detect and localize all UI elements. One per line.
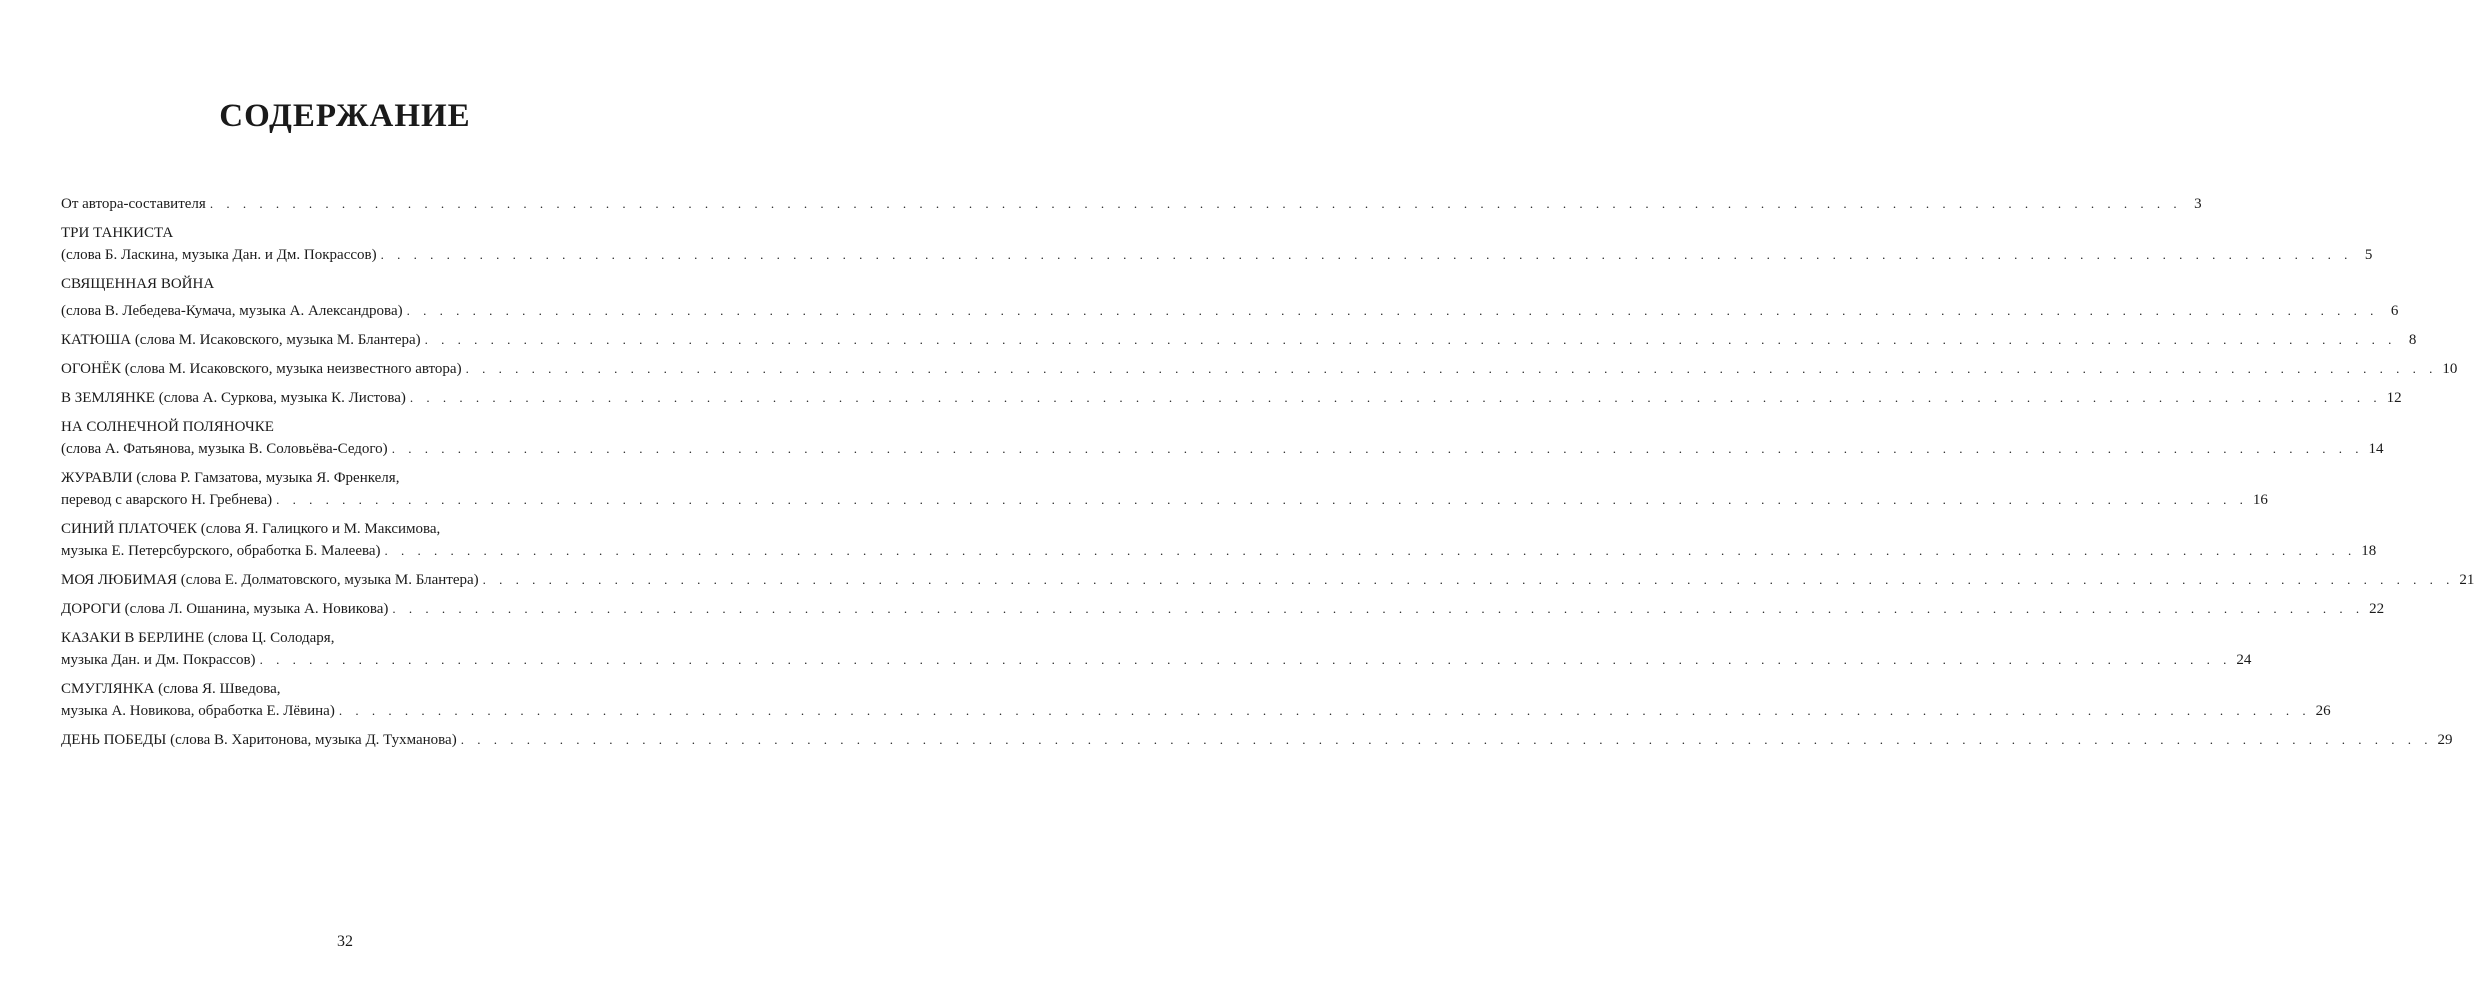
dot-leader: . . . . . . . . . . . . . . . . . . . . . . . . . . . . . . . . . . . . . . . . . . . . . . . . . . . . . . . . . . . . . . . . . . . . . . . . . . . . . . . . . . . . . . . . . . . . . . . . . . . . . . . . . . . . . . . . . . . . . . . . — [460, 732, 2433, 747]
toc-entry-text: ДОРОГИ (слова Л. Ошанина, музыка А. Новикова) — [61, 601, 389, 617]
toc-entry-line: СМУГЛЯНКА (слова Я. Шведова, — [61, 681, 281, 697]
toc-page-number: 26 — [2315, 703, 2331, 719]
toc-entry-text: От автора-составителя — [61, 196, 206, 212]
toc-entry — [61, 678, 2331, 722]
toc-entry-leader-line — [61, 438, 2384, 460]
dot-leader: . . . . . . . . . . . . . . . . . . . . . . . . . . . . . . . . . . . . . . . . . . . . . . . . . . . . . . . . . . . . . . . . . . . . . . . . . . . . . . . . . . . . . . . . . . . . . . . . . . . . . . . . . . . . . . . . . . . . . . . . — [209, 196, 2182, 211]
toc-page-number: 24 — [2236, 652, 2252, 668]
toc-page-number: 21 — [2459, 572, 2474, 588]
toc-page-number: 18 — [2361, 543, 2377, 559]
toc-page-number: 22 — [2369, 601, 2385, 617]
toc-entry-leader-line — [61, 387, 2402, 409]
toc-entry — [61, 273, 2399, 322]
toc-entry-line: СИНИЙ ПЛАТОЧЕК (слова Я. Галицкого и М. Максимова, — [61, 521, 441, 537]
toc-entry-text: В ЗЕМЛЯНКЕ (слова А. Суркова, музыка К. Листова) — [61, 390, 406, 406]
dot-leader: . . . . . . . . . . . . . . . . . . . . . . . . . . . . . . . . . . . . . . . . . . . . . . . . . . . . . . . . . . . . . . . . . . . . . . . . . . . . . . . . . . . . . . . . . . . . . . . . . . . . . . . . . . . . . . . . . . . . . . . . — [384, 543, 2357, 558]
dot-leader: . . . . . . . . . . . . . . . . . . . . . . . . . . . . . . . . . . . . . . . . . . . . . . . . . . . . . . . . . . . . . . . . . . . . . . . . . . . . . . . . . . . . . . . . . . . . . . . . . . . . . . . . . . . . . . . . . . . . . . . . — [465, 361, 2438, 376]
toc-entry — [61, 358, 2458, 380]
toc-entry — [61, 598, 2385, 620]
toc-entry-leader-line — [61, 193, 2202, 215]
toc-entry-text: ДЕНЬ ПОБЕДЫ (слова В. Харитонова, музыка Д. Тухманова) — [61, 732, 457, 748]
toc-entry — [61, 518, 2377, 562]
toc-entry-leader-line — [61, 700, 2331, 722]
toc-entry-leader-line — [61, 540, 2377, 562]
toc-entry-leader-line — [61, 244, 2373, 266]
toc-entry — [61, 387, 2402, 409]
toc-entry-text: КАТЮША (слова М. Исаковского, музыка М. Блантера) — [61, 332, 421, 348]
dot-leader: . . . . . . . . . . . . . . . . . . . . . . . . . . . . . . . . . . . . . . . . . . . . . . . . . . . . . . . . . . . . . . . . . . . . . . . . . . . . . . . . . . . . . . . . . . . . . . . . . . . . . . . . . . . . . . . . . . . . . . . . — [406, 303, 2379, 318]
toc-entry-text: музыка Е. Петерсбурского, обработка Б. Малеева) — [61, 543, 381, 559]
table-of-contents — [61, 193, 2474, 758]
toc-entry — [61, 329, 2417, 351]
dot-leader: . . . . . . . . . . . . . . . . . . . . . . . . . . . . . . . . . . . . . . . . . . . . . . . . . . . . . . . . . . . . . . . . . . . . . . . . . . . . . . . . . . . . . . . . . . . . . . . . . . . . . . . . . . . . . . . . . . . . . . . . — [380, 247, 2353, 262]
toc-entry-leader-line — [61, 329, 2417, 351]
toc-entry-text: ОГОНЁК (слова М. Исаковского, музыка неизвестного автора) — [61, 361, 462, 377]
toc-entry-leader-line — [61, 489, 2268, 511]
toc-entry-text: (слова А. Фатьянова, музыка В. Соловьёва-Седого) — [61, 441, 388, 457]
page-title: СОДЕРЖАНИЕ — [219, 98, 471, 134]
toc-page-number: 29 — [2437, 732, 2453, 748]
toc-entry — [61, 729, 2453, 751]
dot-leader: . . . . . . . . . . . . . . . . . . . . . . . . . . . . . . . . . . . . . . . . . . . . . . . . . . . . . . . . . . . . . . . . . . . . . . . . . . . . . . . . . . . . . . . . . . . . . . . . . . . . . . . . . . . . . . . . . . . . . . . . — [259, 652, 2232, 667]
dot-leader: . . . . . . . . . . . . . . . . . . . . . . . . . . . . . . . . . . . . . . . . . . . . . . . . . . . . . . . . . . . . . . . . . . . . . . . . . . . . . . . . . . . . . . . . . . . . . . . . . . . . . . . . . . . . . . . . . . . . . . . . — [276, 492, 2248, 507]
toc-entry-line: СВЯЩЕННАЯ ВОЙНА — [61, 276, 215, 292]
toc-entry-leader-line — [61, 358, 2458, 380]
toc-page-number: 12 — [2386, 390, 2402, 406]
toc-entry-line: НА СОЛНЕЧНОЙ ПОЛЯНОЧКЕ — [61, 419, 274, 435]
toc-page-number: 10 — [2442, 361, 2458, 377]
toc-entry-text: (слова Б. Ласкина, музыка Дан. и Дм. Покрассов) — [61, 247, 377, 263]
toc-entry-line: КАЗАКИ В БЕРЛИНЕ (слова Ц. Солодаря, — [61, 630, 335, 646]
dot-leader: . . . . . . . . . . . . . . . . . . . . . . . . . . . . . . . . . . . . . . . . . . . . . . . . . . . . . . . . . . . . . . . . . . . . . . . . . . . . . . . . . . . . . . . . . . . . . . . . . . . . . . . . . . . . . . . . . . . . . . . . — [392, 601, 2365, 616]
toc-entry — [61, 193, 2202, 215]
toc-page-number: 3 — [2194, 196, 2202, 212]
toc-entry-text: МОЯ ЛЮБИМАЯ (слова Е. Долматовского, музыка М. Блантера) — [61, 572, 479, 588]
toc-entry-text: (слова В. Лебедева-Кумача, музыка А. Александрова) — [61, 303, 403, 319]
toc-entry-text: музыка А. Новикова, обработка Е. Лёвина) — [61, 703, 335, 719]
toc-page-number: 14 — [2368, 441, 2384, 457]
toc-entry-leader-line — [61, 598, 2385, 620]
dot-leader: . . . . . . . . . . . . . . . . . . . . . . . . . . . . . . . . . . . . . . . . . . . . . . . . . . . . . . . . . . . . . . . . . . . . . . . . . . . . . . . . . . . . . . . . . . . . . . . . . . . . . . . . . . . . . . . . . . . . . . . . — [391, 441, 2364, 456]
toc-entry — [61, 467, 2268, 511]
toc-entry-leader-line — [61, 729, 2453, 751]
toc-entry-leader-line — [61, 569, 2474, 591]
toc-page-number: 5 — [2364, 247, 2373, 263]
toc-entry — [61, 416, 2384, 460]
toc-page-number: 16 — [2252, 492, 2268, 508]
dot-leader: . . . . . . . . . . . . . . . . . . . . . . . . . . . . . . . . . . . . . . . . . . . . . . . . . . . . . . . . . . . . . . . . . . . . . . . . . . . . . . . . . . . . . . . . . . . . . . . . . . . . . . . . . . . . . . . . . . . . . . . . — [338, 703, 2311, 718]
toc-entry-text: перевод с аварского Н. Гребнева) — [61, 492, 273, 508]
toc-entry — [61, 569, 2474, 591]
toc-entry-leader-line — [61, 300, 2399, 322]
toc-entry-line: ТРИ ТАНКИСТА — [61, 225, 174, 241]
dot-leader: . . . . . . . . . . . . . . . . . . . . . . . . . . . . . . . . . . . . . . . . . . . . . . . . . . . . . . . . . . . . . . . . . . . . . . . . . . . . . . . . . . . . . . . . . . . . . . . . . . . . . . . . . . . . . . . . . . . . . . . . — [424, 332, 2397, 347]
dot-leader: . . . . . . . . . . . . . . . . . . . . . . . . . . . . . . . . . . . . . . . . . . . . . . . . . . . . . . . . . . . . . . . . . . . . . . . . . . . . . . . . . . . . . . . . . . . . . . . . . . . . . . . . . . . . . . . . . . . . . . . . — [482, 572, 2455, 587]
page-number: 32 — [337, 933, 353, 950]
toc-page-number: 6 — [2390, 303, 2399, 319]
toc-entry — [61, 627, 2252, 671]
toc-entry-leader-line — [61, 649, 2252, 671]
toc-entry-text: музыка Дан. и Дм. Покрассов) — [61, 652, 256, 668]
toc-entry — [61, 222, 2373, 266]
toc-page-number: 8 — [2408, 332, 2417, 348]
dot-leader: . . . . . . . . . . . . . . . . . . . . . . . . . . . . . . . . . . . . . . . . . . . . . . . . . . . . . . . . . . . . . . . . . . . . . . . . . . . . . . . . . . . . . . . . . . . . . . . . . . . . . . . . . . . . . . . . . . . . . . . . — [409, 390, 2382, 405]
toc-entry-line: ЖУРАВЛИ (слова Р. Гамзатова, музыка Я. Френкеля, — [61, 470, 400, 486]
